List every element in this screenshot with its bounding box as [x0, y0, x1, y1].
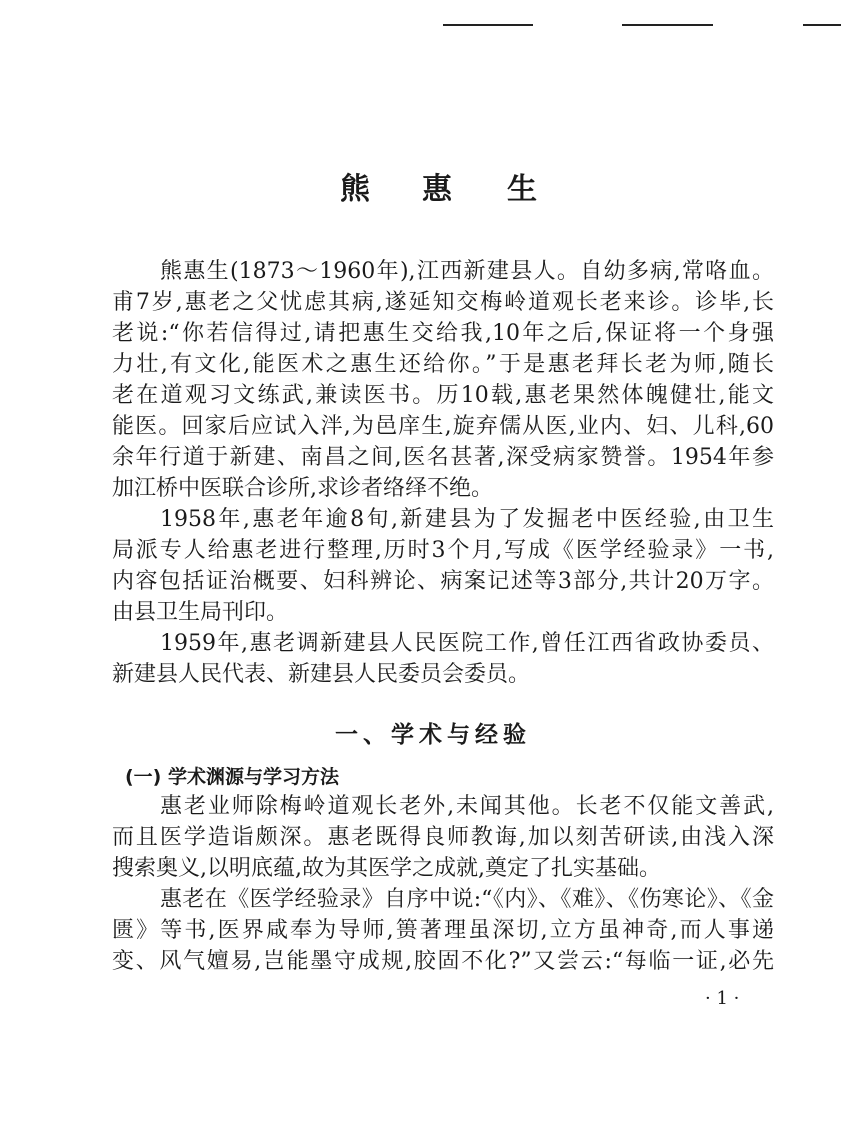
subsection-heading: (一) 学术渊源与学习方法	[125, 766, 339, 788]
text-line: 1959年,惠老调新建县人民医院工作,曾任江西省政协委员、	[160, 631, 774, 656]
title-char: 生	[507, 172, 537, 207]
text-line: 变、风气嬗易,岂能墨守成规,胶固不化?”又尝云:“每临一证,必先	[112, 949, 774, 974]
header-rule	[443, 24, 533, 26]
header-rule	[803, 24, 841, 26]
text-line: 由县卫生局刊印。	[112, 600, 289, 625]
title-char: 惠	[422, 172, 452, 207]
text-line: 1958年,惠老年逾8旬,新建县为了发掘老中医经验,由卫生	[160, 507, 774, 532]
text-line: 局派专人给惠老进行整理,历时3个月,写成《医学经验录》一书,	[112, 538, 774, 563]
text-line: 余年行道于新建、南昌之间,医名甚著,深受病家赞誉。1954年参	[112, 445, 774, 470]
section-heading: 一、学术与经验	[335, 722, 531, 748]
text-line: 力壮,有文化,能医术之惠生还给你。”于是惠老拜长老为师,随长	[112, 352, 774, 377]
text-line: 新建县人民代表、新建县人民委员会委员。	[112, 662, 531, 687]
text-line: 熊惠生(1873～1960年),江西新建县人。自幼多病,常咯血。	[160, 259, 774, 284]
text-line: 惠老业师除梅岭道观长老外,未闻其他。长老不仅能文善武,	[160, 794, 774, 819]
text-line: 甫7岁,惠老之父忧虑其病,遂延知交梅岭道观长老来诊。诊毕,长	[112, 290, 774, 315]
text-line: 内容包括证治概要、妇科辨论、病案记述等3部分,共计20万字。	[112, 569, 774, 594]
chapter-title	[0, 170, 866, 210]
text-line: 老在道观习文练武,兼读医书。历10载,惠老果然体魄健壮,能文	[112, 383, 774, 408]
text-line: 搜索奥义,以明底蕴,故为其医学之成就,奠定了扎实基础。	[112, 856, 661, 881]
header-rule	[622, 24, 713, 26]
text-line: 惠老在《医学经验录》自序中说:“《内》、《难》、《伤寒论》、《金	[160, 887, 774, 912]
text-line: 加江桥中医联合诊所,求诊者络绎不绝。	[112, 476, 493, 501]
text-line: 老说:“你若信得过,请把惠生交给我,10年之后,保证将一个身强	[112, 321, 774, 346]
text-line: 能医。回家后应试入泮,为邑庠生,旋弃儒从医,业内、妇、儿科,60	[112, 414, 774, 439]
page-number: · 1 ·	[705, 988, 740, 1009]
title-char: 熊	[340, 172, 370, 207]
text-line: 匮》等书,医界咸奉为导师,篑著理虽深切,立方虽神奇,而人事递	[112, 918, 774, 943]
text-line: 而且医学造诣颇深。惠老既得良师教诲,加以刻苦研读,由浅入深	[112, 825, 774, 850]
